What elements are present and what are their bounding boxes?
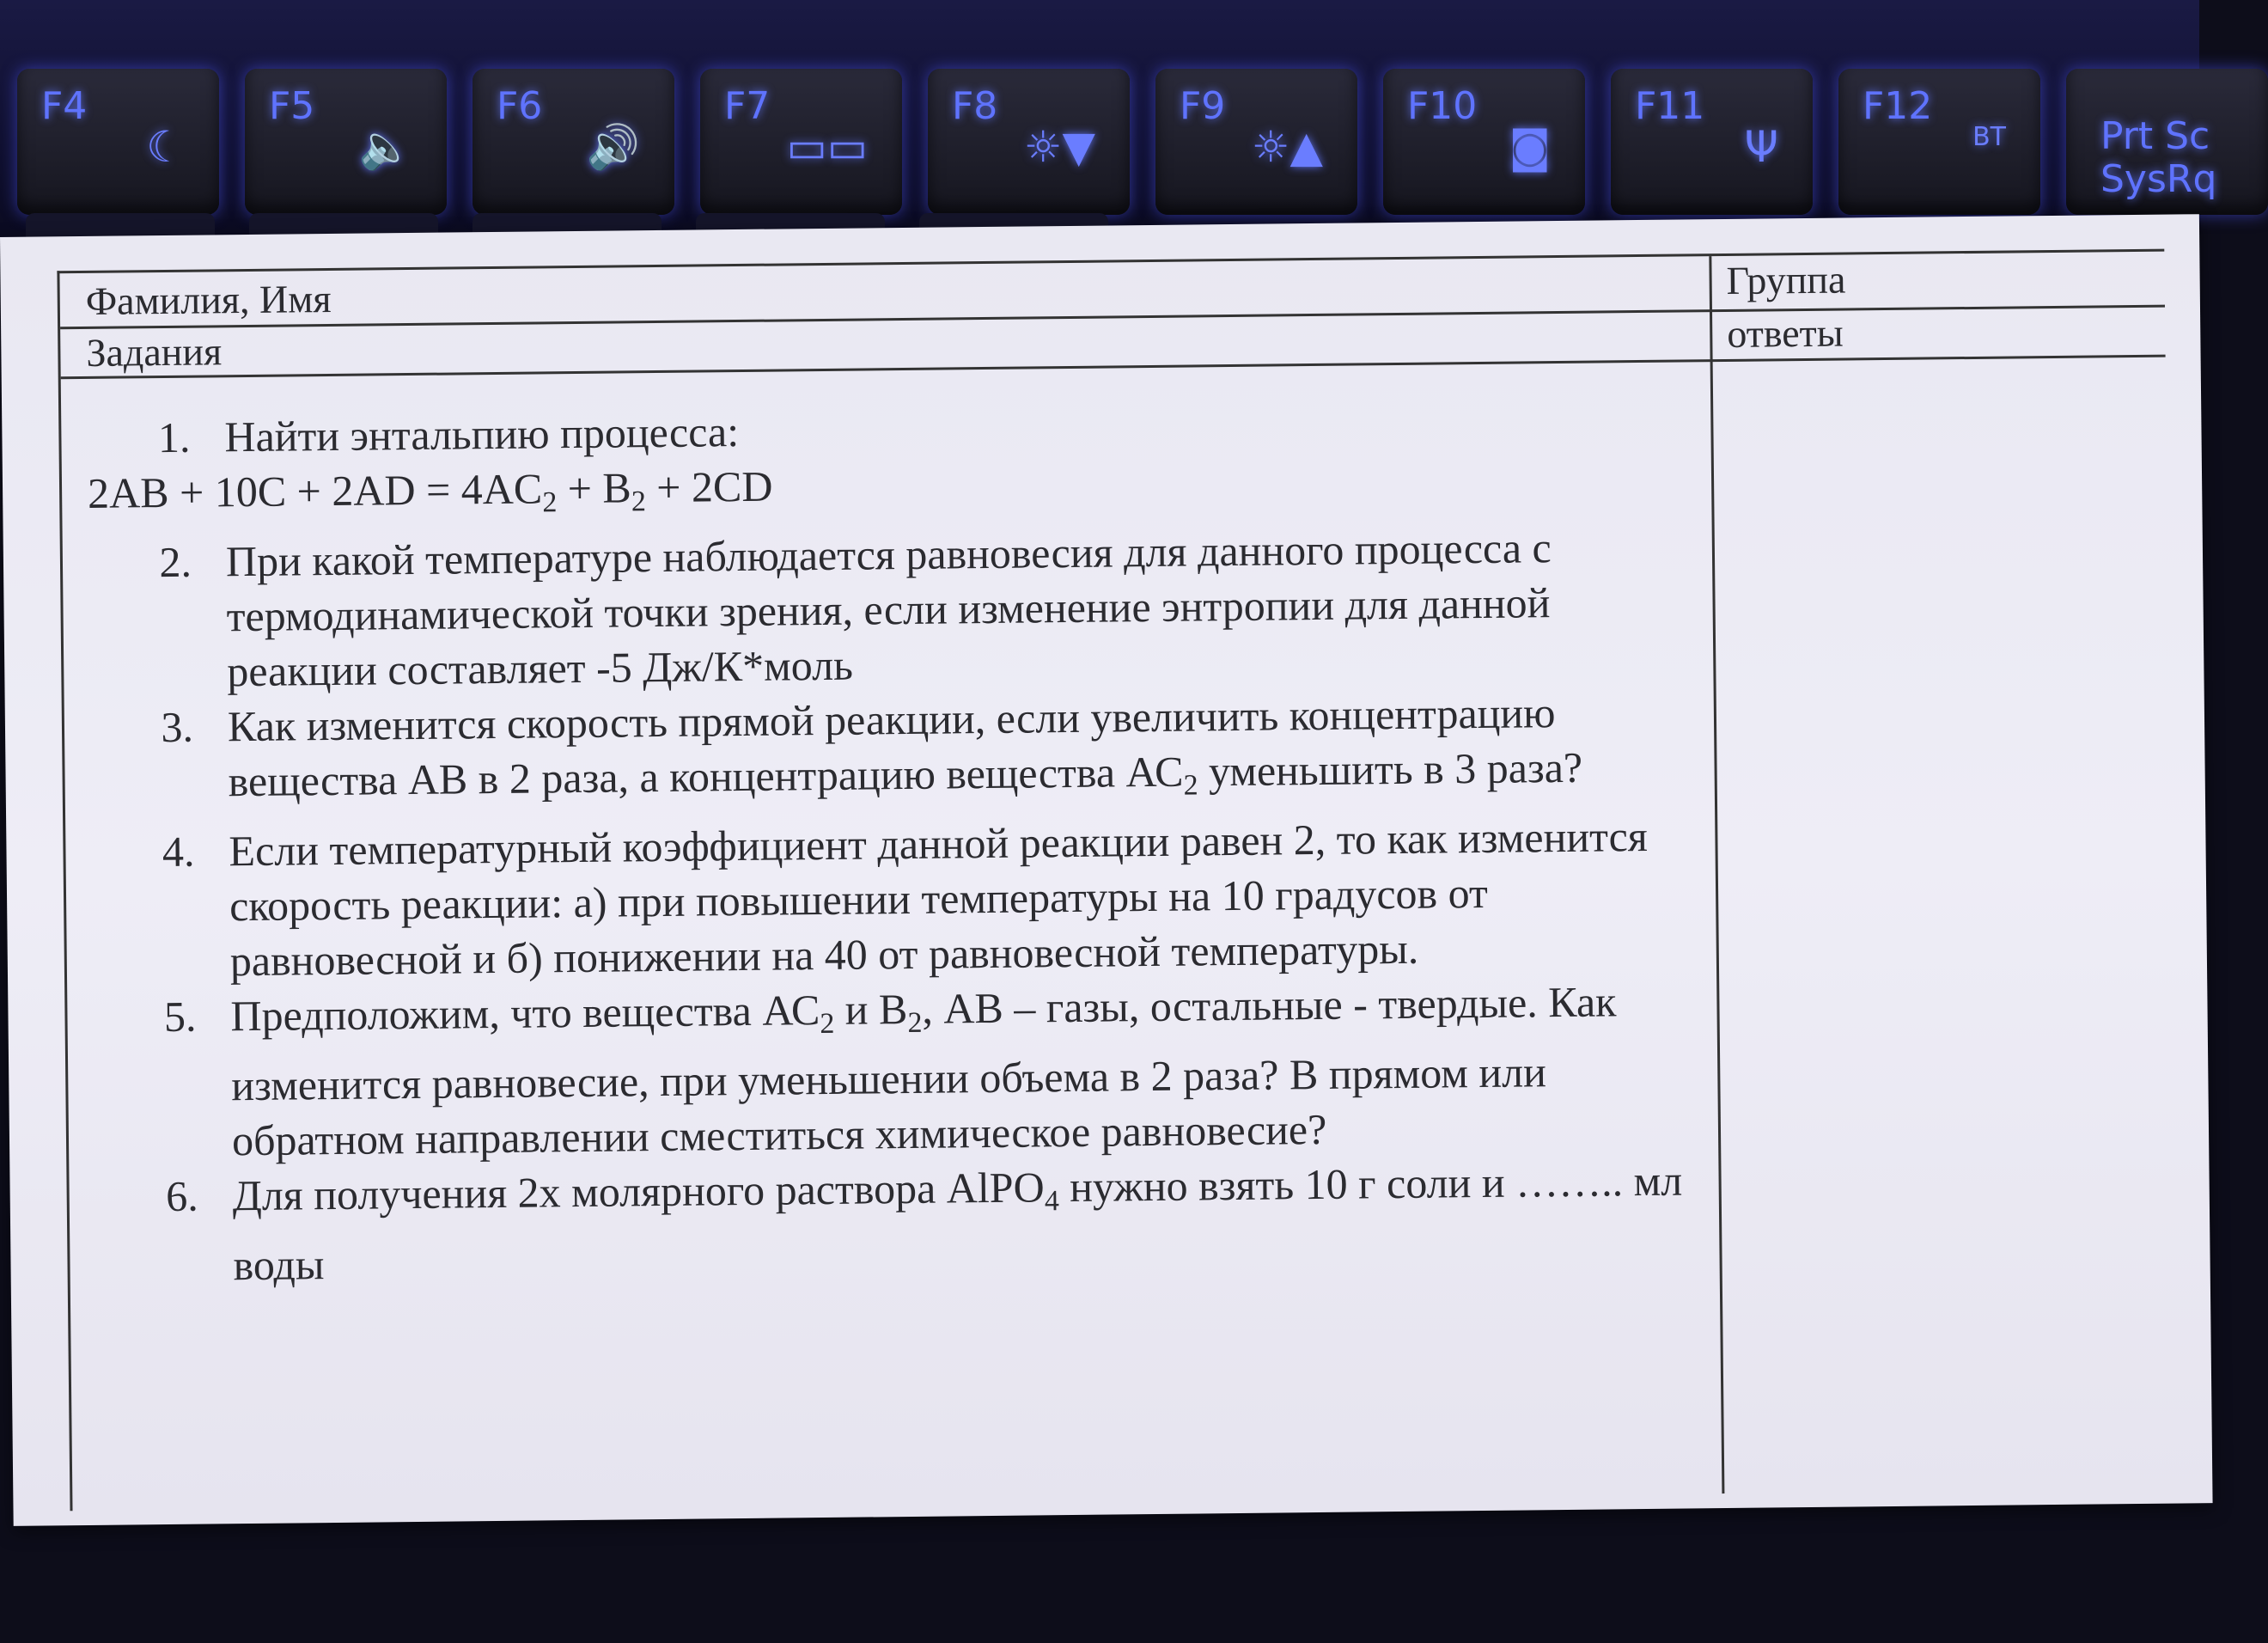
key-label: F7 xyxy=(724,84,771,128)
task-text xyxy=(228,683,1706,823)
name-label: Фамилия, Имя xyxy=(85,276,332,323)
key-f6[interactable] xyxy=(472,69,674,215)
task-item xyxy=(91,808,1708,990)
key-label: F11 xyxy=(1635,84,1705,128)
task-text: Если температурный коэффициент данной реакции равен 2, то как изменится скорость реакции: а) при повышении температуры на 10 градусов от равновесной и б) понижении на 40 от равновесной температуры. xyxy=(229,811,1649,986)
function-key-row xyxy=(17,69,2251,232)
task-number: 5. xyxy=(163,992,197,1041)
equation-part: 2AB + 10C + 2AD = 4AC xyxy=(87,464,543,517)
key-f5[interactable] xyxy=(245,69,447,215)
key-label: Prt Sc SysRq xyxy=(2100,114,2217,201)
tasks-label: Задания xyxy=(86,329,223,375)
subscript: 2 xyxy=(631,486,647,518)
key-f7[interactable] xyxy=(700,69,902,215)
task-number: 6. xyxy=(165,1171,198,1221)
key-f9[interactable] xyxy=(1155,69,1357,215)
equation-part: + B xyxy=(556,463,632,513)
row-divider xyxy=(61,355,2166,380)
text-part: нужно взять 10 г соли и …….. мл воды xyxy=(233,1156,1683,1290)
text-part: и В xyxy=(833,984,908,1034)
key-label: F10 xyxy=(1407,84,1478,128)
row-divider xyxy=(60,305,2165,330)
task-text: При какой температуре наблюдается равновесия для данного процесса с термодинамической точки зрения, если изменение энтропии для данной реакции составляет -5 Дж/К*моль xyxy=(225,523,1552,696)
display-switch-icon: ▭▭ xyxy=(786,122,868,172)
text-part: Как изменится скорость прямой реакции, если увеличить концентрацию вещества АВ в 2 раза, а концентрацию вещества АС xyxy=(227,688,1556,806)
column-divider xyxy=(1709,256,1724,1493)
volume-low-icon: 🔈 xyxy=(358,122,412,172)
task-item xyxy=(93,973,1710,1170)
key-label: F5 xyxy=(269,84,315,128)
key-print-screen[interactable] xyxy=(2066,69,2268,215)
key-label: F9 xyxy=(1180,84,1226,128)
wifi-antenna-icon: Ψ xyxy=(1744,122,1778,172)
volume-high-icon: 🔊 xyxy=(586,122,640,172)
task-number: 1. xyxy=(157,412,191,462)
task-number: 2. xyxy=(159,537,192,587)
key-f8[interactable] xyxy=(928,69,1130,215)
subscript: 2 xyxy=(1183,769,1198,802)
task-list xyxy=(87,394,1711,1294)
text-part: Предположим, что вещества АС xyxy=(230,986,820,1041)
subscript: 2 xyxy=(907,1006,923,1039)
task-item xyxy=(88,518,1705,700)
equation-part: + 2CD xyxy=(645,461,773,512)
task-text xyxy=(232,1152,1710,1292)
task-number: 3. xyxy=(161,702,194,752)
task-number: 4. xyxy=(162,827,195,876)
key-label: F4 xyxy=(41,84,88,128)
subscript: 4 xyxy=(1044,1185,1060,1218)
key-label: F8 xyxy=(952,84,998,128)
subscript: 2 xyxy=(820,1007,835,1041)
worksheet-table xyxy=(57,249,2177,1512)
brightness-up-icon: ☼▲ xyxy=(1251,122,1323,172)
key-label: F12 xyxy=(1863,84,1933,128)
laptop-keyboard xyxy=(0,0,2217,249)
camera-icon: ◙ xyxy=(1509,122,1551,172)
brightness-down-icon: ☼▼ xyxy=(1023,122,1095,172)
worksheet-paper xyxy=(0,214,2213,1526)
subscript: 2 xyxy=(542,486,558,519)
key-f11[interactable] xyxy=(1611,69,1813,215)
moon-icon: ☾ xyxy=(146,122,185,172)
task-text: Найти энтальпию процесса: xyxy=(224,407,740,461)
task-item xyxy=(94,1152,1710,1294)
bluetooth-icon: BT xyxy=(1972,122,2006,152)
text-part: уменьшить в 3 раза? xyxy=(1198,742,1583,796)
key-f12[interactable] xyxy=(1838,69,2040,215)
task-text xyxy=(230,973,1710,1168)
key-f10[interactable] xyxy=(1383,69,1585,215)
task-item xyxy=(90,683,1706,825)
answers-label: ответы xyxy=(1727,310,1844,356)
text-part: , АВ – газы, остальные - твердые. Как изменится равновесие, при уменьшении объема в 2 раза? В прямом или обратном направлении сместиться химическое равновесие? xyxy=(231,977,1617,1165)
key-f4[interactable] xyxy=(17,69,219,215)
group-label: Группа xyxy=(1726,257,1846,302)
key-label: F6 xyxy=(497,84,543,128)
text-part: Для получения 2х молярного раствора AlPO xyxy=(232,1163,1045,1220)
